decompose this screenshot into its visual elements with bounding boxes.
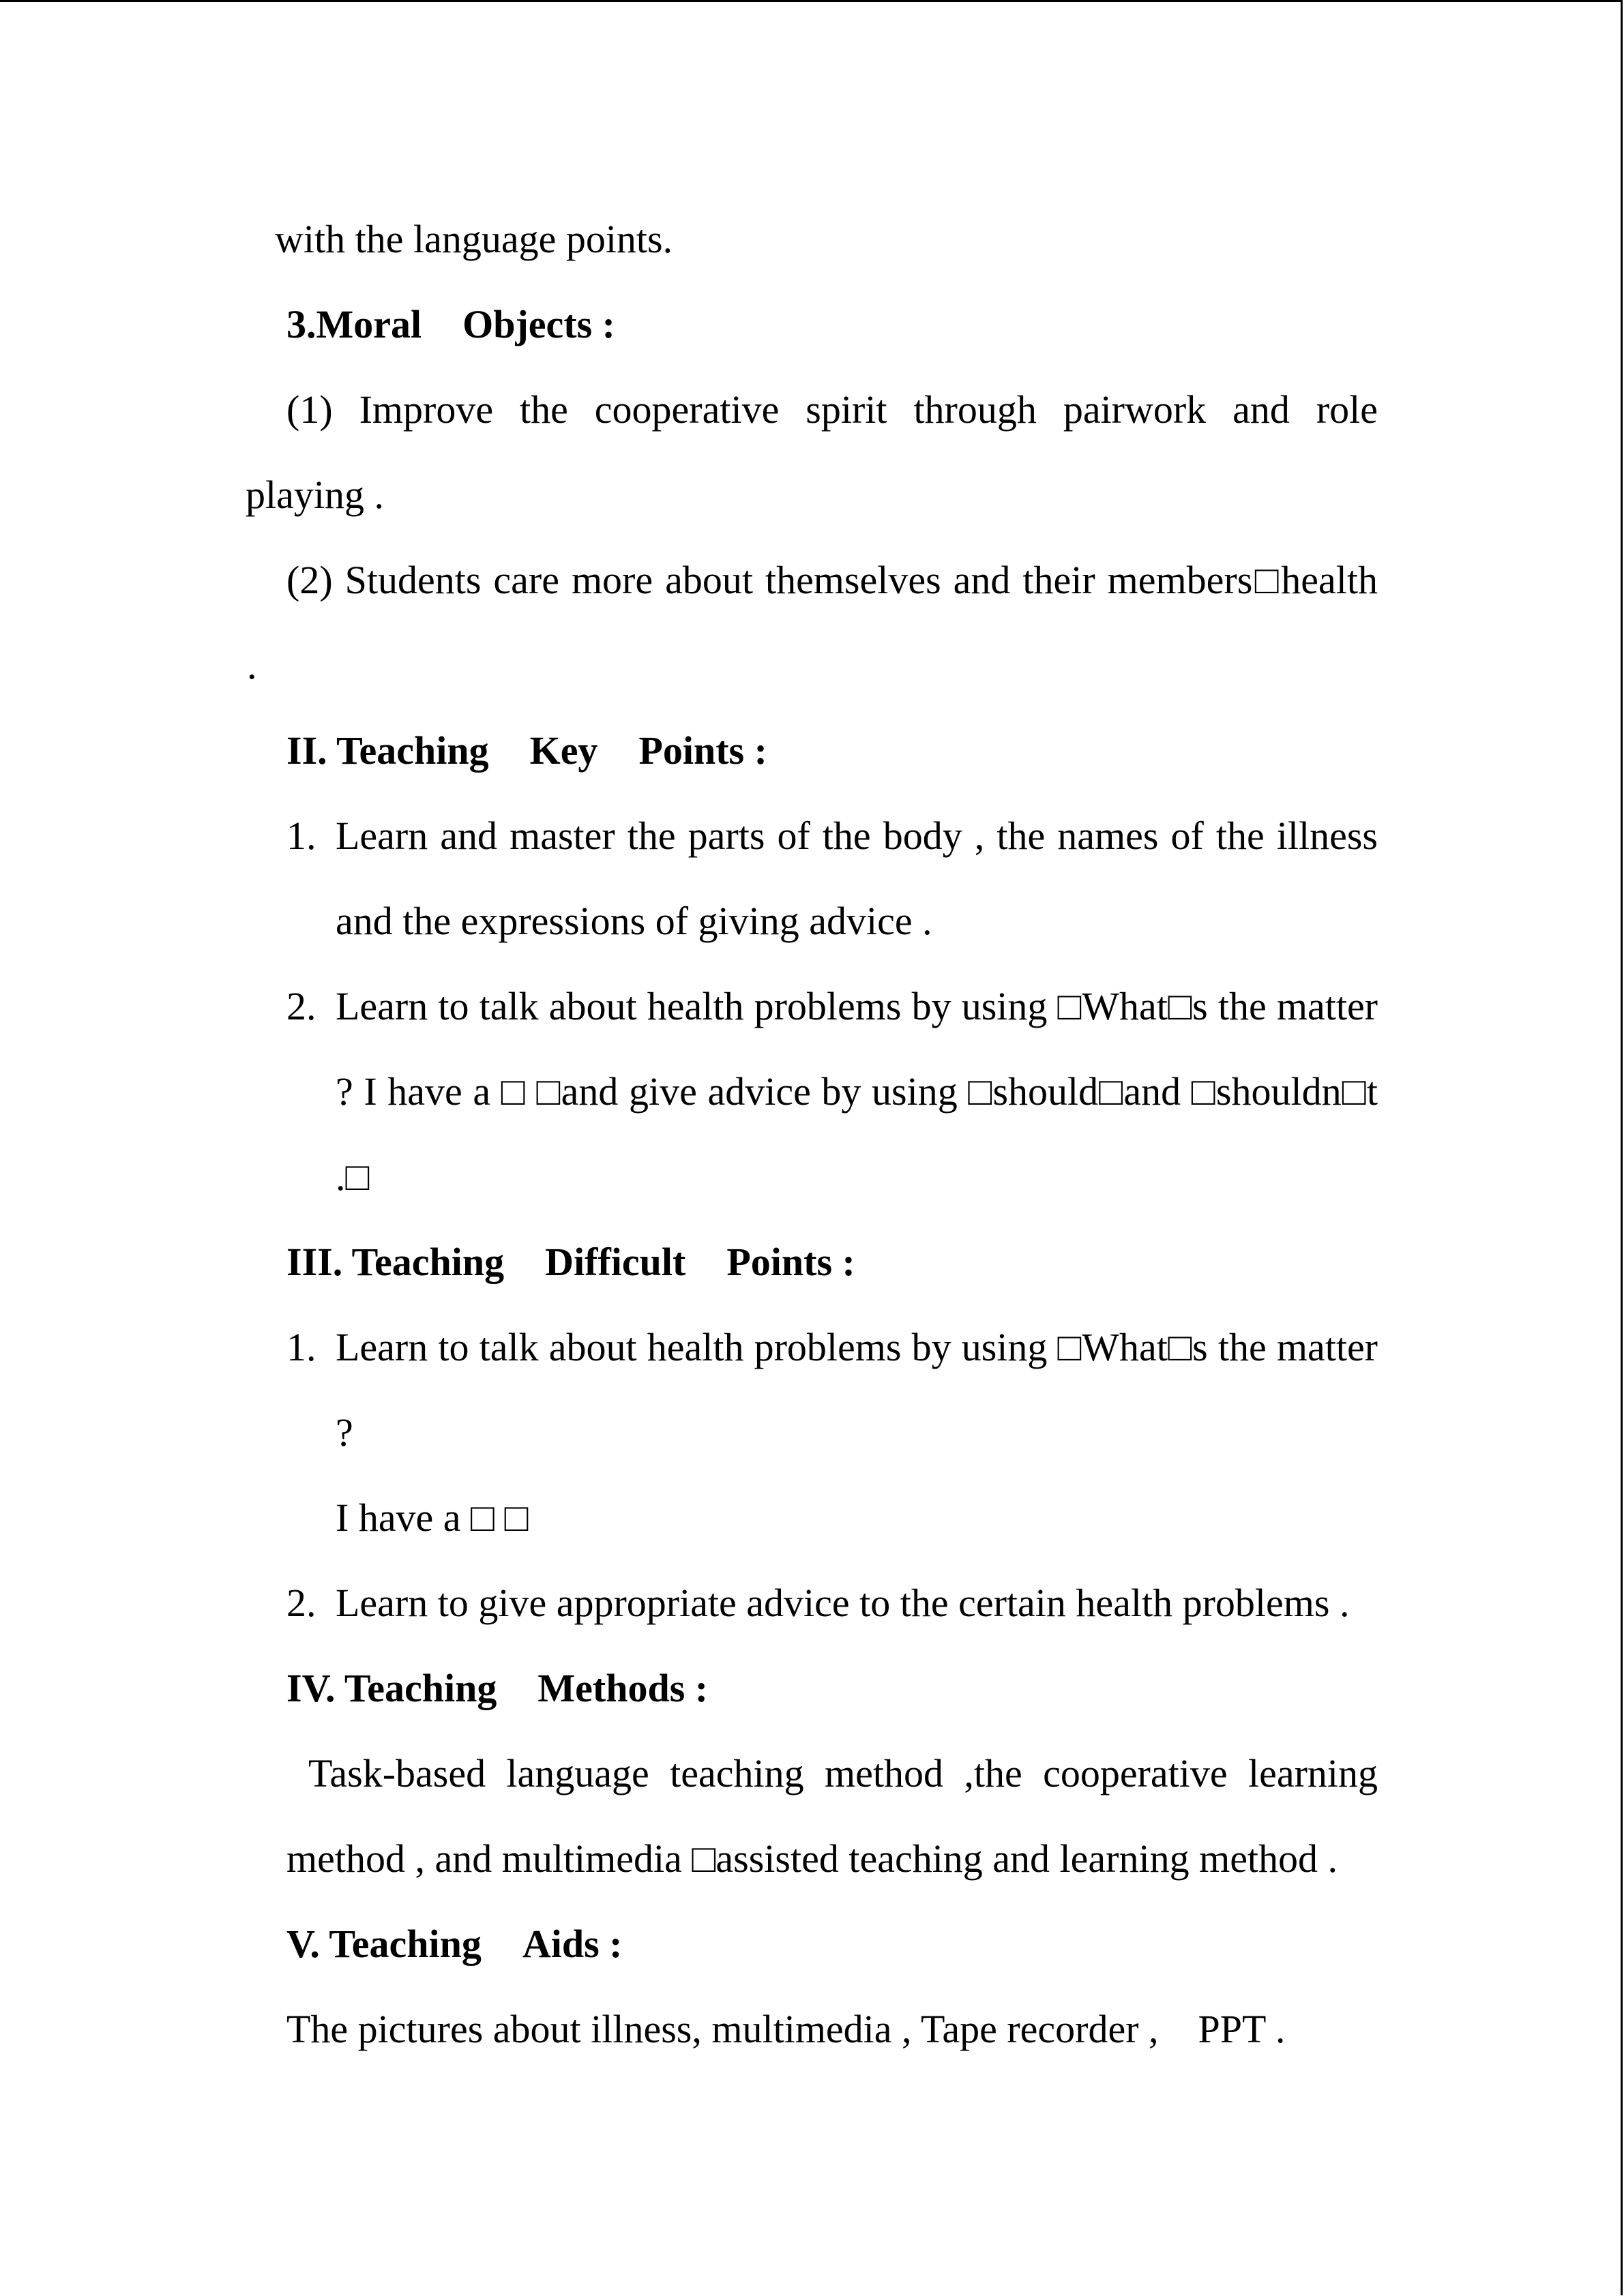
list-item-text: .□ — [336, 1154, 370, 1199]
list-item-text: Learn to give appropriate advice to the certain health problems . — [336, 1581, 1350, 1625]
section-heading-moral-objects — [286, 301, 615, 348]
list-item-text: Learn to talk about health problems by using □What□s the matter — [336, 984, 1378, 1028]
section-heading-difficult-points — [286, 1238, 855, 1286]
heading-part: Aids : — [522, 1922, 623, 1966]
text-line: . — [247, 643, 257, 687]
heading-part: V. Teaching — [286, 1922, 482, 1966]
list-number: 1. — [286, 814, 316, 858]
text-line: Task-based language teaching method ,the cooperative learning — [308, 1751, 1378, 1795]
section-heading-teaching-methods — [286, 1665, 708, 1712]
list-item-text: ? I have a □ □and give advice by using □should□and □shouldn□t — [336, 1069, 1378, 1114]
list-item-text: I have a □ □ — [336, 1495, 529, 1540]
heading-part: III. Teaching — [286, 1240, 505, 1284]
text-line: playing . — [246, 473, 384, 517]
section-heading-teaching-aids — [286, 1920, 623, 1968]
heading-part: Points : — [638, 728, 767, 773]
text-line: The pictures about illness, multimedia , Tape recorder , PPT . — [286, 2007, 1286, 2051]
list-item-text: and the expressions of giving advice . — [336, 899, 932, 943]
heading-part: Methods : — [537, 1666, 709, 1710]
text-line: (1) Improve the cooperative spirit through pairwork and role — [286, 387, 1378, 432]
list-number: 2. — [286, 984, 316, 1028]
list-number: 1. — [286, 1325, 316, 1369]
heading-part: Difficult — [545, 1240, 686, 1284]
heading-part: Key — [529, 728, 598, 773]
heading-part: 3.Moral — [286, 302, 422, 346]
heading-part: Objects : — [462, 302, 615, 346]
heading-part: II. Teaching — [286, 728, 489, 773]
text-line: method , and multimedia □assisted teaching and learning method . — [286, 1836, 1338, 1881]
list-item-text: ? — [336, 1410, 353, 1455]
heading-part: IV. Teaching — [286, 1666, 497, 1710]
list-item-text: Learn and master the parts of the body , the names of the illness — [336, 814, 1378, 858]
section-heading-key-points — [286, 727, 767, 775]
list-item-text: Learn to talk about health problems by using □What□s the matter — [336, 1325, 1378, 1369]
text-line: with the language points. — [275, 217, 673, 261]
text-line: (2) Students care more about themselves and their members□health — [286, 558, 1378, 602]
list-number: 2. — [286, 1581, 316, 1625]
heading-part: Points : — [726, 1240, 855, 1284]
